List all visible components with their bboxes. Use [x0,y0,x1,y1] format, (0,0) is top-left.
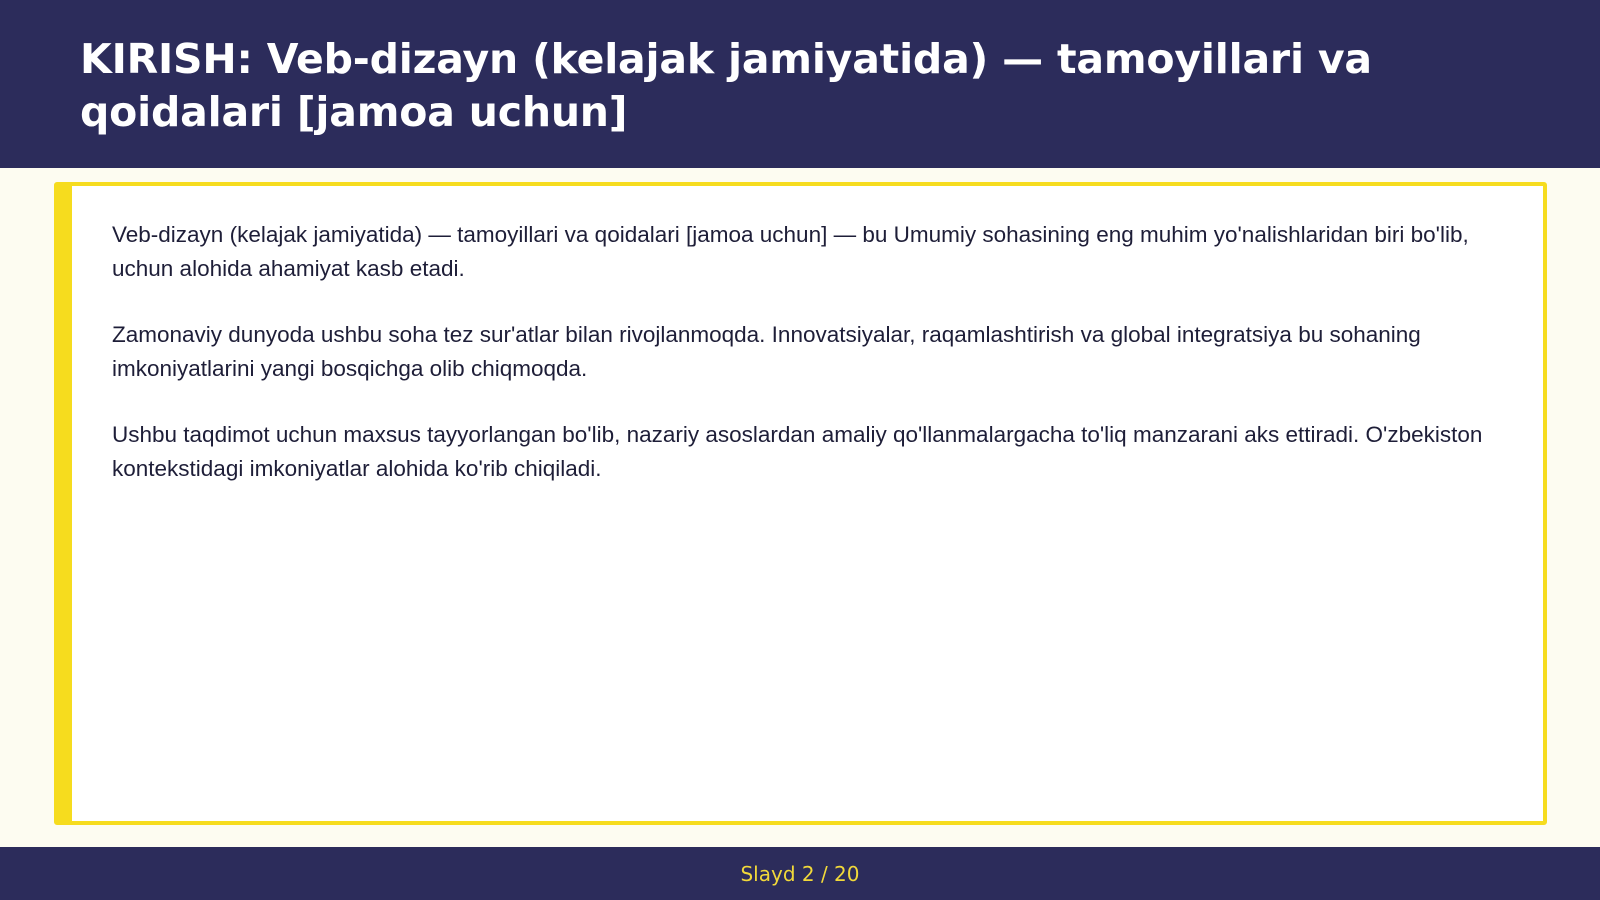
content-panel [54,182,1547,825]
intro-paragraph-3: Ushbu taqdimot uchun maxsus tayyorlangan bo'lib, nazariy asoslardan amaliy qo'llanmalargacha to'liq manzarani aks ettiradi. O'zbekiston kontekstidagi imkoniyatlar alohida ko'rib chiqiladi. [112,422,1483,481]
slide-title: KIRISH: Veb-dizayn (kelajak jamiyatida) — tamoyillari va qoidalari [jamoa uchun] [80,35,1372,136]
slide-counter: Slayd 2 / 20 [740,861,860,886]
slide-footer [0,847,1600,900]
intro-paragraph-1: Veb-dizayn (kelajak jamiyatida) — tamoyillari va qoidalari [jamoa uchun] — bu Umumiy sohasining eng muhim yo'nalishlaridan biri bo'lib, uchun alohida ahamiyat kasb etadi. [112,222,1469,281]
intro-paragraph-2: Zamonaviy dunyoda ushbu soha tez sur'atlar bilan rivojlanmoqda. Innovatsiyalar, raqamlashtirish va global integratsiya bu sohaning imkoniyatlarini yangi bosqichga olib chiqmoqda. [112,322,1421,381]
slide-header [0,0,1600,168]
